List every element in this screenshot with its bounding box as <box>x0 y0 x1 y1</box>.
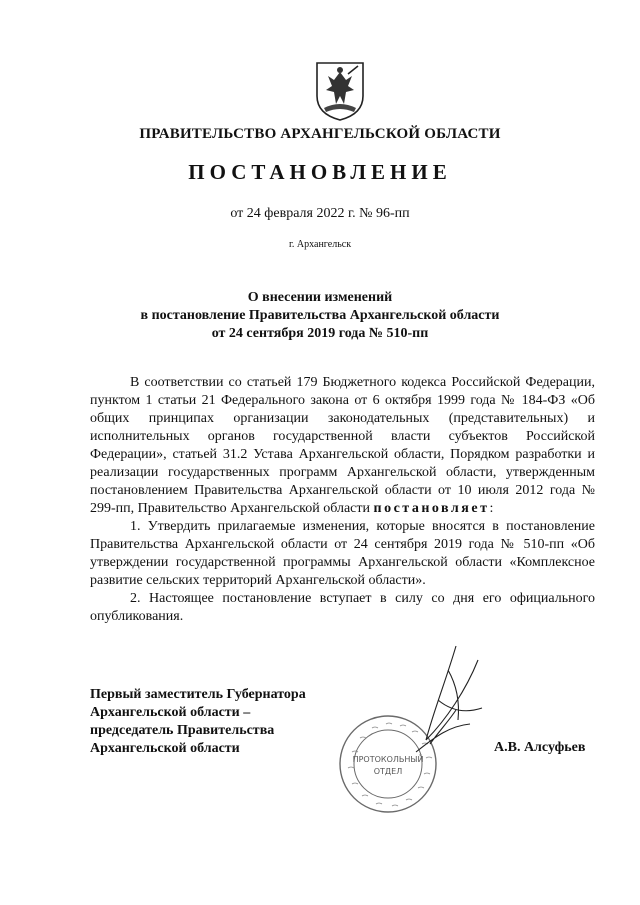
document-type: ПОСТАНОВЛЕНИЕ <box>188 160 452 184</box>
signatory-role-line: председатель Правительства <box>90 723 275 738</box>
signatory-role-line: Первый заместитель Губернатора <box>90 687 306 702</box>
paragraph-text: В соответствии со статьей 179 Бюджетного кодекса Российской Федерации, пунктом 1 статьи 21 Федерального закона от 6 октября 1999 года № 184-ФЗ «Об общих принципах организации законодательных (представительных) и исполнительных органов государственной власти субъектов Российской Федерации», статьей 31.2 Устава Архангельской области, Порядком разработки и реализации государственных программ Архангельской области, утвержденным постановлением Правительства Архангельской области от 10 июля 2012 года № 299-пп, Правительство Архангельской области <box>90 375 595 516</box>
paragraph <box>90 374 595 518</box>
title-line: О внесении изменений <box>247 290 393 305</box>
document-title <box>0 289 640 343</box>
paragraph: 2. Настоящее постановление вступает в силу со дня его официального опубликования. <box>90 591 595 624</box>
coat-of-arms-icon <box>314 60 366 122</box>
document-body <box>90 374 595 626</box>
signatory-role-line: Архангельской области – <box>90 705 251 720</box>
organization-name: ПРАВИТЕЛЬСТВО АРХАНГЕЛЬСКОЙ ОБЛАСТИ <box>139 126 501 142</box>
signatory-role <box>90 686 306 758</box>
handwritten-signature <box>386 640 496 770</box>
document-city: г. Архангельск <box>288 239 352 250</box>
resolution-verb: постановляет <box>373 501 490 516</box>
paragraph-text: : <box>489 501 494 516</box>
stamp-text: ПРОТОКОЛЬНЫЙ <box>352 755 424 764</box>
title-line: от 24 сентября 2019 года № 510-пп <box>211 326 429 341</box>
title-line: в постановление Правительства Архангельской области <box>140 308 500 323</box>
signatory-name: А.В. Алсуфьев <box>494 740 586 755</box>
document-date-number: от 24 февраля 2022 г. № 96-пп <box>230 206 410 221</box>
paragraph: 1. Утвердить прилагаемые изменения, которые вносятся в постановление Правительства Архангельской области от 24 сентября 2019 года № 510-пп «Об утверждении государственной программы Архангельской области «Комплексное развитие сельских территорий Архангельской области». <box>90 519 595 588</box>
stamp-text: ОТДЕЛ <box>373 767 403 776</box>
signatory-role-line: Архангельской области <box>90 741 240 756</box>
